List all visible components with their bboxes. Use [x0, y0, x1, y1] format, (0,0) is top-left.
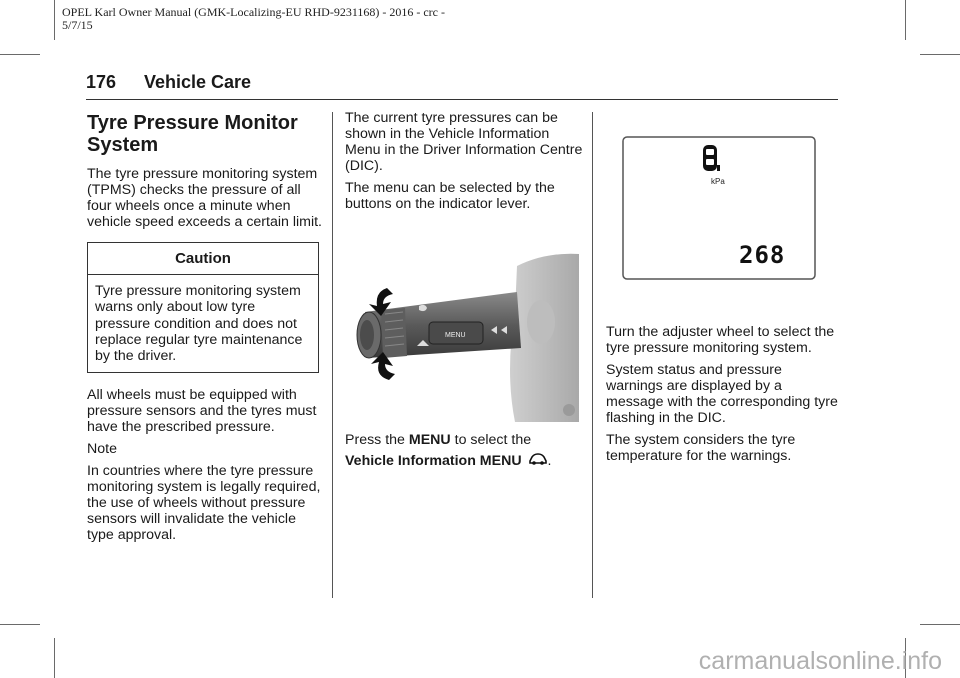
column-2 — [345, 110, 583, 476]
vehicle-info-menu-label: Vehicle Information MENU — [345, 452, 522, 469]
caution-heading: Caution — [88, 243, 318, 275]
print-meta-date: 5/7/15 — [62, 18, 93, 32]
print-meta-header — [62, 6, 445, 32]
vehicle-icon — [528, 452, 548, 470]
caution-body: Tyre pressure monitoring system warns only about low tyre pressure condition and does not replace regular tyre maintenance by the driver. — [95, 283, 303, 365]
adjuster-wheel-paragraph: Turn the adjuster wheel to select the tyre pressure monitoring system. — [606, 324, 835, 356]
column-3 — [606, 118, 842, 470]
press-menu-line: Press the MENU to select the — [345, 432, 532, 448]
section-heading-line: Tyre Pressure Monitor — [87, 112, 298, 134]
caution-box — [87, 242, 319, 373]
wheels-paragraph: All wheels must be equipped with pressure sensors and the tyres must have the prescribed pressure. — [87, 387, 317, 436]
section-heading-line: System — [87, 134, 159, 156]
page-header — [86, 70, 838, 100]
crop-mark — [920, 54, 960, 55]
crop-mark — [0, 54, 40, 55]
column-1 — [87, 112, 323, 549]
print-meta-line: OPEL Karl Owner Manual (GMK-Localizing-EU RHD-9231168) - 2016 - crc - — [62, 5, 446, 19]
intro-paragraph: The tyre pressure monitoring system (TPMS) checks the pressure of all four wheels once a minute when vehicle speed exceeds a certain limit. — [87, 166, 323, 230]
crop-mark — [54, 638, 55, 678]
vehicle-info-menu-line: Vehicle Information MENU . — [345, 452, 552, 469]
indicator-lever-figure — [345, 252, 579, 422]
watermark: carmanualsonline.info — [698, 647, 942, 675]
page-section-title: Vehicle Care — [144, 72, 252, 92]
crop-mark — [920, 624, 960, 625]
pressure-value: 268 — [739, 241, 786, 269]
crop-mark — [0, 624, 40, 625]
crop-mark — [905, 0, 906, 40]
pressure-unit: kPa — [711, 177, 725, 186]
note-body: In countries where the tyre pressure monitoring system is legally required, the use of wheels without pressure sensors will invalidate the vehicle type approval. — [87, 463, 321, 544]
menu-button-label: MENU — [445, 332, 466, 339]
column-divider — [592, 112, 593, 598]
menu-buttons-paragraph: The menu can be selected by the buttons on the indicator lever. — [345, 180, 555, 212]
crop-mark — [54, 0, 55, 40]
status-paragraph: System status and pressure warnings are displayed by a message with the corresponding tyre flashing in the DIC. — [606, 362, 838, 426]
column-divider — [332, 112, 333, 598]
menu-keyword: MENU — [408, 432, 451, 448]
note-label: Note — [87, 441, 117, 458]
page-number: 176 — [86, 72, 117, 92]
section-heading — [87, 112, 323, 156]
temperature-paragraph: The system considers the tyre temperature for the warnings. — [606, 432, 796, 464]
adjuster-wheel — [381, 308, 407, 358]
pressures-paragraph: The current tyre pressures can be shown in the Vehicle Information Menu in the Driver Information Centre (DIC). — [345, 110, 583, 174]
dic-display-figure — [622, 136, 832, 296]
